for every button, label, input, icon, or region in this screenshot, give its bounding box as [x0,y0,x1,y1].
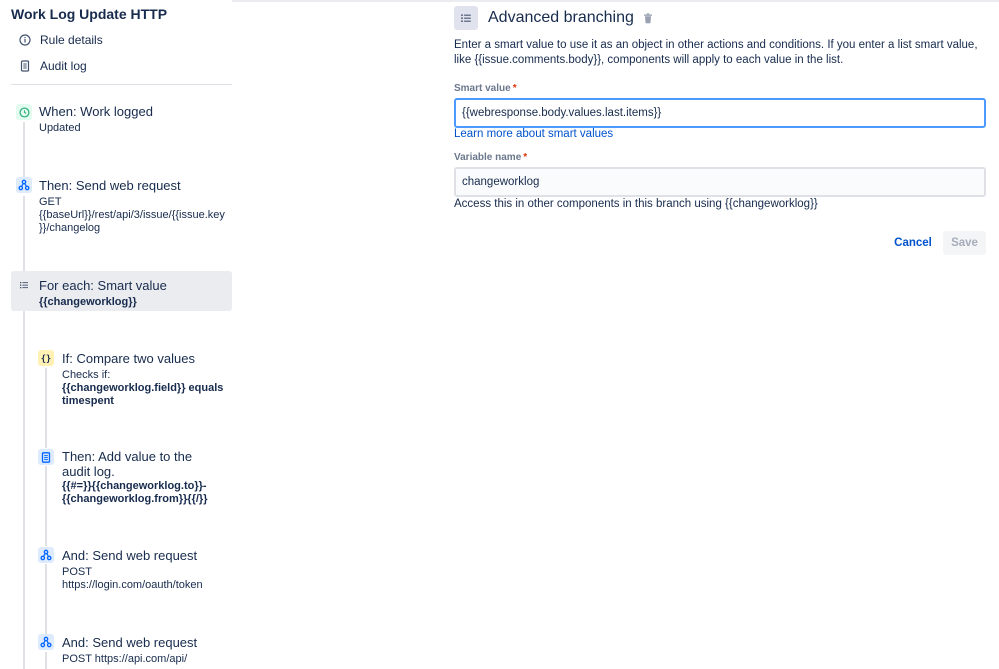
flow-connector [45,466,47,546]
variable-name-input-text: changeworklog [462,176,540,188]
step-for-each-value: {{changeworklog}} [39,296,137,308]
flow-connector [45,564,47,634]
step-for-each[interactable] [39,278,167,309]
webhook-icon [38,547,54,563]
required-marker: * [523,152,528,163]
smart-value-input-text: {{webresponse.body.values.last.items}} [462,107,662,119]
webhook-icon [38,634,54,650]
step-web-request-get[interactable] [39,178,234,235]
nav-audit-log[interactable] [18,59,87,73]
step-add-audit-log-title: Then: Add value to the [62,449,193,464]
document-icon [38,449,54,465]
nav-audit-log-label: Audit log [40,59,87,73]
flow-connector [23,196,25,272]
flow-connector [23,122,25,178]
learn-smart-values-link[interactable]: Learn more about smart values [454,128,614,140]
step-if-compare-condition-cont: timespent [62,395,114,407]
variable-name-input[interactable] [454,167,986,197]
trash-icon[interactable] [642,12,654,24]
top-divider [232,0,999,2]
step-web-request-post-2-detail: POST https://api.com/api/ [62,653,188,665]
step-web-request-post-2[interactable] [62,635,234,666]
info-icon [18,33,32,47]
step-for-each-title: For each: Smart value [39,278,167,293]
rule-sidebar [0,0,240,669]
step-web-request-post-title: And: Send web request [62,548,198,563]
step-add-audit-log-title-cont: audit log. [62,464,115,479]
step-trigger-title: When: Work logged [39,104,153,119]
sidebar-divider [11,84,232,85]
step-web-request-post[interactable] [62,548,234,592]
variable-name-label [454,152,527,163]
variable-name-label-text: Variable name [454,152,522,163]
step-web-request-post-2-title: And: Send web request [62,635,198,650]
panel-title: Advanced branching [488,9,634,26]
svg-text:{}: {} [40,354,52,363]
cancel-button[interactable]: Cancel [888,231,938,255]
flow-connector [23,311,25,669]
webhook-icon [16,177,32,193]
step-if-compare-condition: {{changeworklog.field}} equals [62,382,224,394]
clock-icon [16,104,32,120]
step-web-request-get-url-cont: }}/changelog [39,222,101,234]
smart-value-label-text: Smart value [454,83,511,94]
smart-value-input[interactable] [454,98,986,128]
step-trigger-desc: Updated [39,122,81,134]
step-add-audit-log-value: {{#=}}{{changeworklog.to}}- [62,480,207,492]
step-web-request-get-method: GET [39,196,62,208]
step-web-request-get-url: {{baseUrl}}/rest/api/3/issue/{{issue.key [39,209,225,221]
step-trigger[interactable] [39,104,153,135]
required-marker: * [512,83,517,94]
list-icon [16,277,32,293]
step-add-audit-log[interactable] [62,449,234,506]
step-web-request-post-method: POST [62,566,92,578]
document-icon [18,59,32,73]
panel-description: Enter a smart value to use it as an object in other actions and conditions. If you enter a list smart value, like {{issue.comments.body}}, components will apply to each value in the list. [454,39,978,66]
smart-value-label [454,83,517,94]
flow-connector [45,368,47,448]
variable-helper-text: Access this in other components in this branch using {{changeworklog}} [454,198,818,210]
save-button[interactable]: Save [943,231,986,255]
panel-header [454,6,654,30]
nav-rule-details-label: Rule details [40,33,103,47]
flow-connector [45,652,47,669]
step-if-compare-title: If: Compare two values [62,351,195,366]
step-web-request-post-url: https://login.com/oauth/token [62,579,203,591]
rule-title: Work Log Update HTTP [11,6,168,22]
step-if-compare[interactable] [62,351,234,408]
step-if-compare-desc: Checks if: [62,369,111,381]
step-add-audit-log-value-cont: {{changeworklog.from}}{{/}} [62,493,208,505]
list-icon [454,6,478,30]
braces-icon [38,350,54,366]
nav-rule-details[interactable] [18,33,103,47]
step-web-request-get-title: Then: Send web request [39,178,181,193]
